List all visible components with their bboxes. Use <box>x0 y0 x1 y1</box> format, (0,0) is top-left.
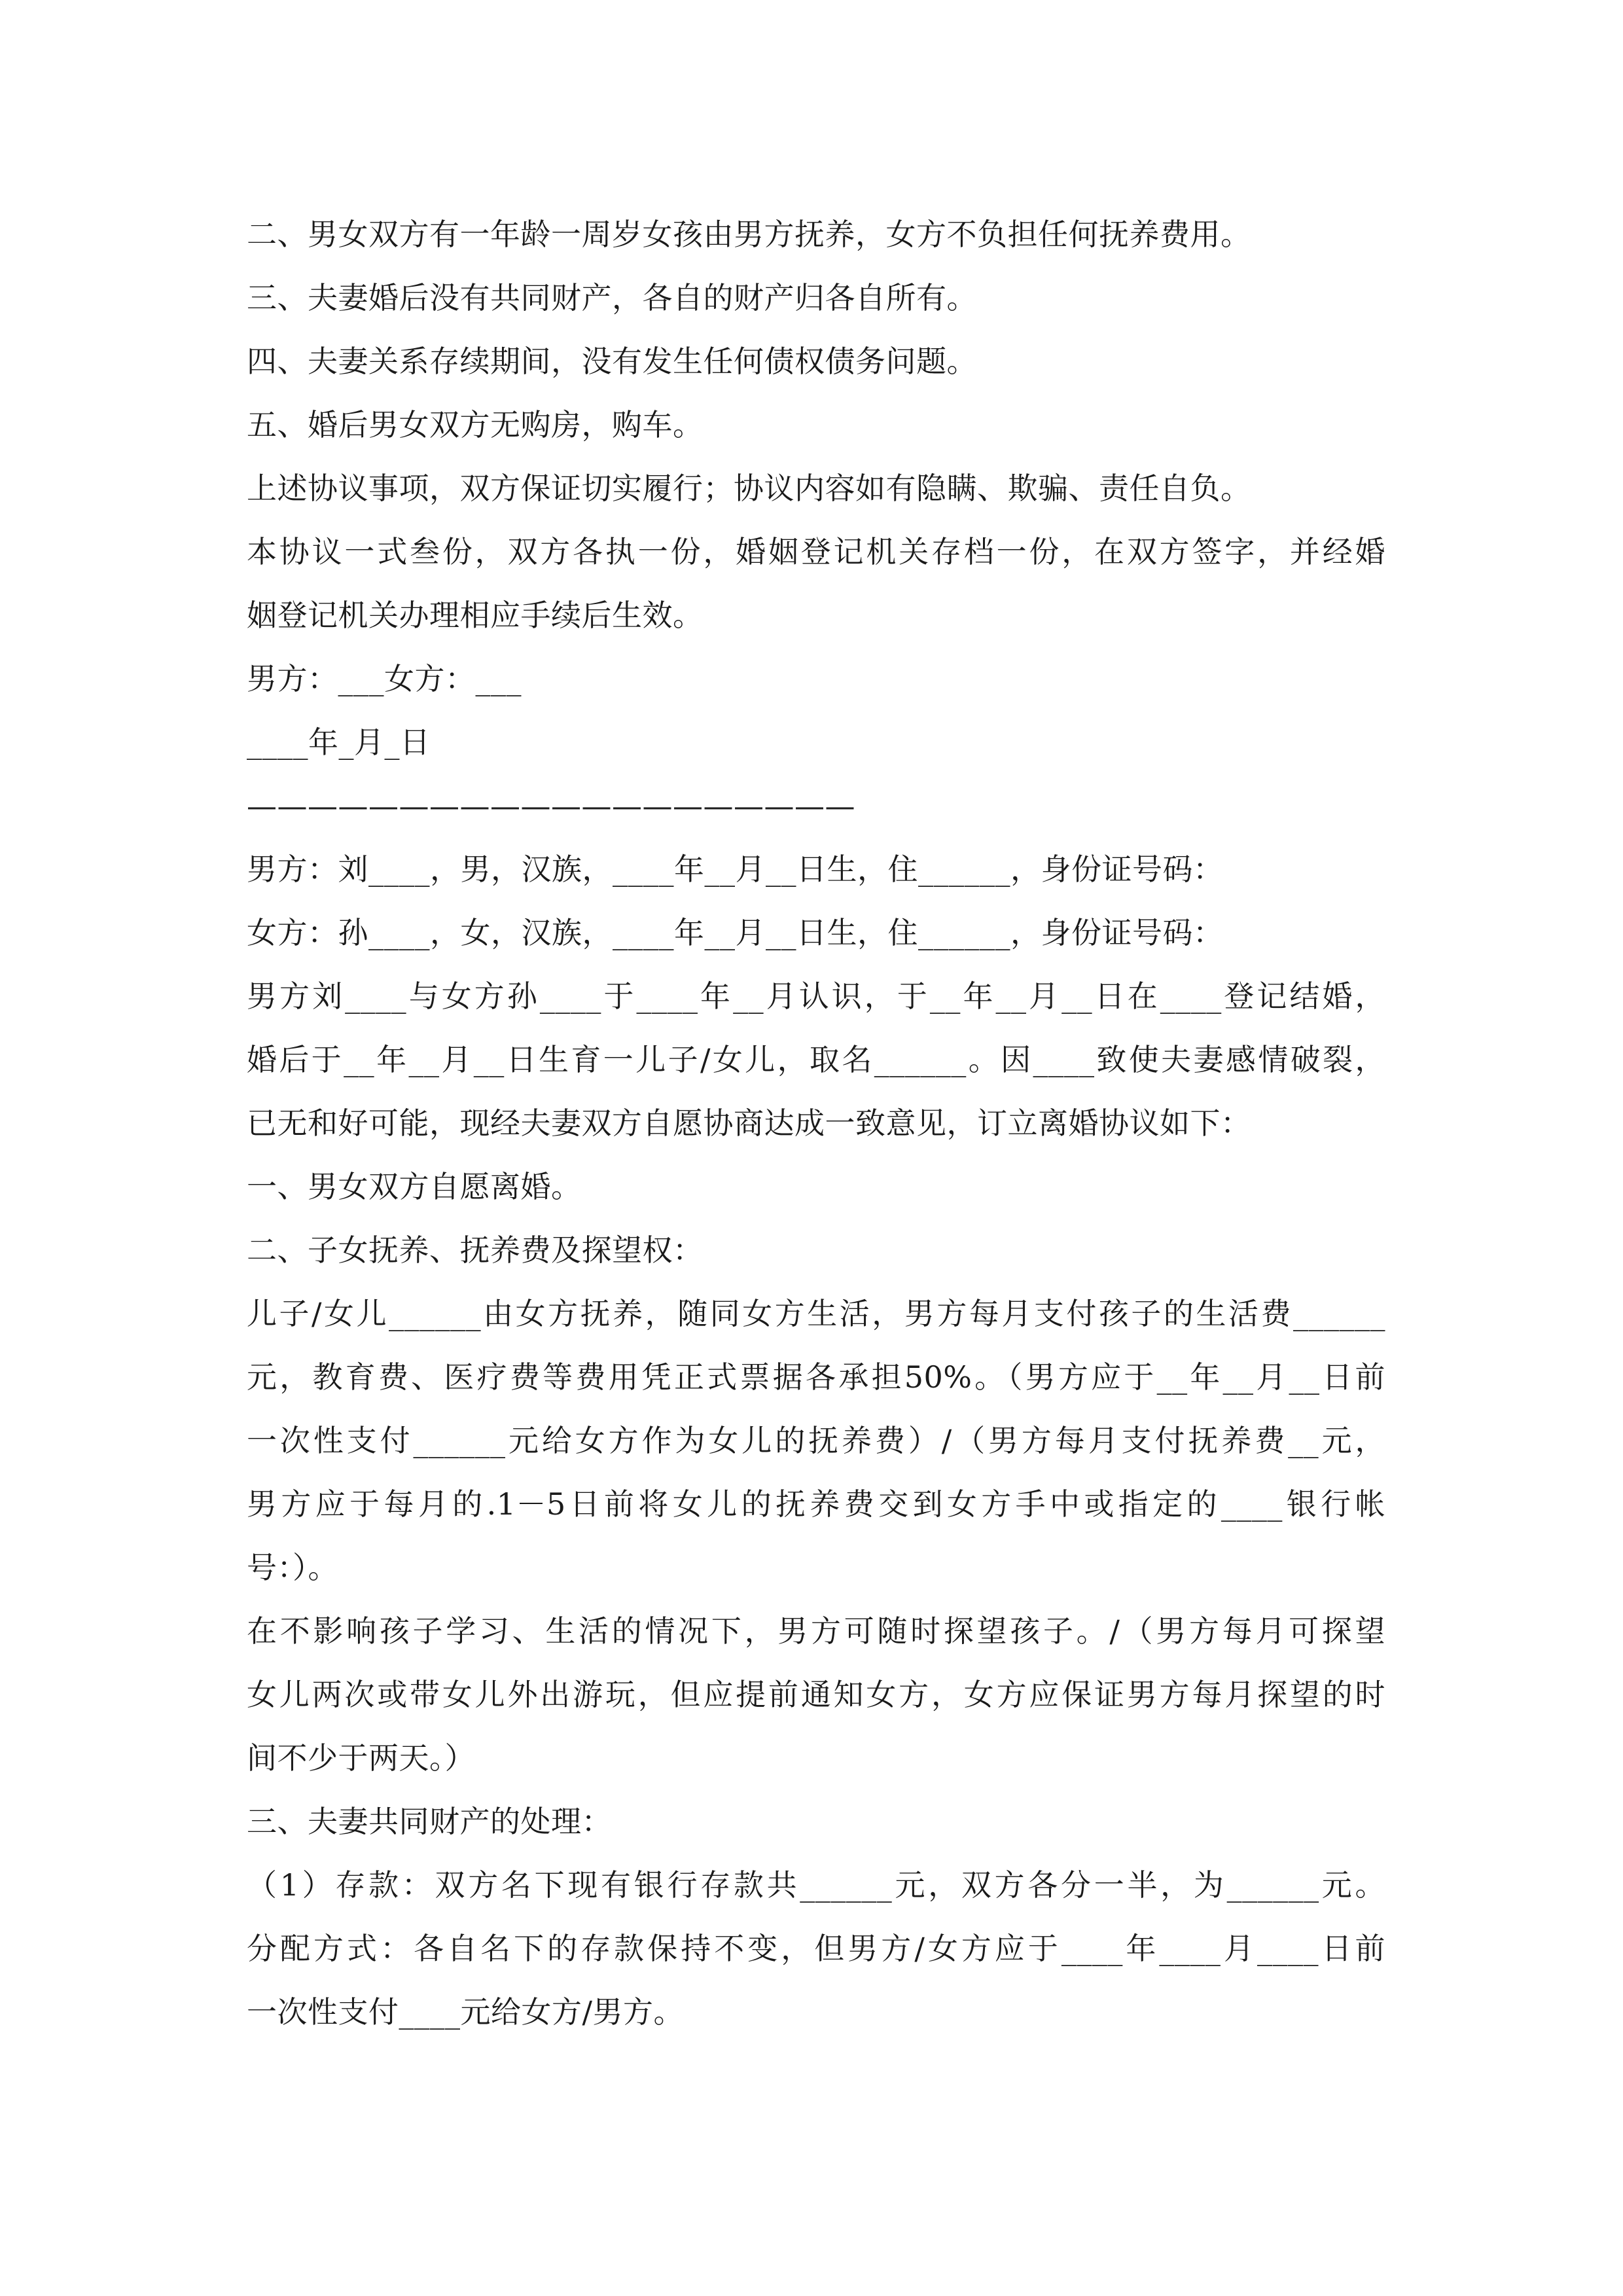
document-line: （1）存款：双方名下现有银行存款共______元，双方各分一半，为______元。 <box>247 1867 1385 1903</box>
document-line: 间不少于两天。） <box>247 1740 475 1776</box>
document-line: 五、婚后男女双方无购房，购车。 <box>247 407 704 442</box>
document-line: 二、男女双方有一年龄一周岁女孩由男方抚养，女方不负担任何抚养费用。 <box>247 217 1251 252</box>
document-line: 一次性支付______元给女方作为女儿的抚养费）/（男方每月支付抚养费__元， <box>247 1423 1385 1458</box>
document-line: 本协议一式叁份，双方各执一份，婚姻登记机关存档一份，在双方签字，并经婚 <box>247 534 1385 569</box>
document-line: 二、子女抚养、抚养费及探望权： <box>247 1232 704 1268</box>
document-line: ____年_月_日 <box>247 725 431 760</box>
document-line: 上述协议事项，双方保证切实履行；协议内容如有隐瞒、欺骗、责任自负。 <box>247 471 1251 506</box>
document-line: 三、夫妻共同财产的处理： <box>247 1804 612 1839</box>
document-line: 男方应于每月的.1－5日前将女儿的抚养费交到女方手中或指定的____银行帐 <box>247 1486 1385 1522</box>
document-line: 一次性支付____元给女方/男方。 <box>247 1994 684 2030</box>
document-line: 四、夫妻关系存续期间，没有发生任何债权债务问题。 <box>247 344 977 379</box>
document-line: 三、夫妻婚后没有共同财产，各自的财产归各自所有。 <box>247 280 977 315</box>
document-line: 姻登记机关办理相应手续后生效。 <box>247 598 704 633</box>
document-line: 男方刘____与女方孙____于____年__月认识，于__年__月__日在____登记结婚， <box>247 978 1385 1014</box>
document-line: 元，教育费、医疗费等费用凭正式票据各承担50%。（男方应于__年__月__日前 <box>247 1359 1385 1395</box>
document-line: 已无和好可能，现经夫妻双方自愿协商达成一致意见，订立离婚协议如下： <box>247 1105 1251 1141</box>
document-line: 男方：刘____，男，汉族，____年__月__日生，住______，身份证号码： <box>247 852 1224 887</box>
document-body <box>247 203 1385 2044</box>
document-line: 女儿两次或带女儿外出游玩，但应提前通知女方，女方应保证男方每月探望的时 <box>247 1677 1385 1712</box>
document-line: 在不影响孩子学习、生活的情况下，男方可随时探望孩子。/（男方每月可探望 <box>247 1613 1385 1649</box>
document-line: ———————————————————— <box>247 788 855 823</box>
document-line: 儿子/女儿______由女方抚养，随同女方生活，男方每月支付孩子的生活费______ <box>247 1296 1385 1331</box>
document-line: 号：）。 <box>247 1550 338 1585</box>
document-line: 一、男女双方自愿离婚。 <box>247 1169 582 1204</box>
document-line: 女方：孙____，女，汉族，____年__月__日生，住______，身份证号码： <box>247 915 1224 950</box>
document-line: 分配方式：各自名下的存款保持不变，但男方/女方应于____年____月____日前 <box>247 1931 1385 1966</box>
document-line: 婚后于__年__月__日生育一儿子/女儿，取名______。因____致使夫妻感情破裂， <box>247 1042 1385 1077</box>
document-line: 男方：___女方：___ <box>247 661 522 696</box>
